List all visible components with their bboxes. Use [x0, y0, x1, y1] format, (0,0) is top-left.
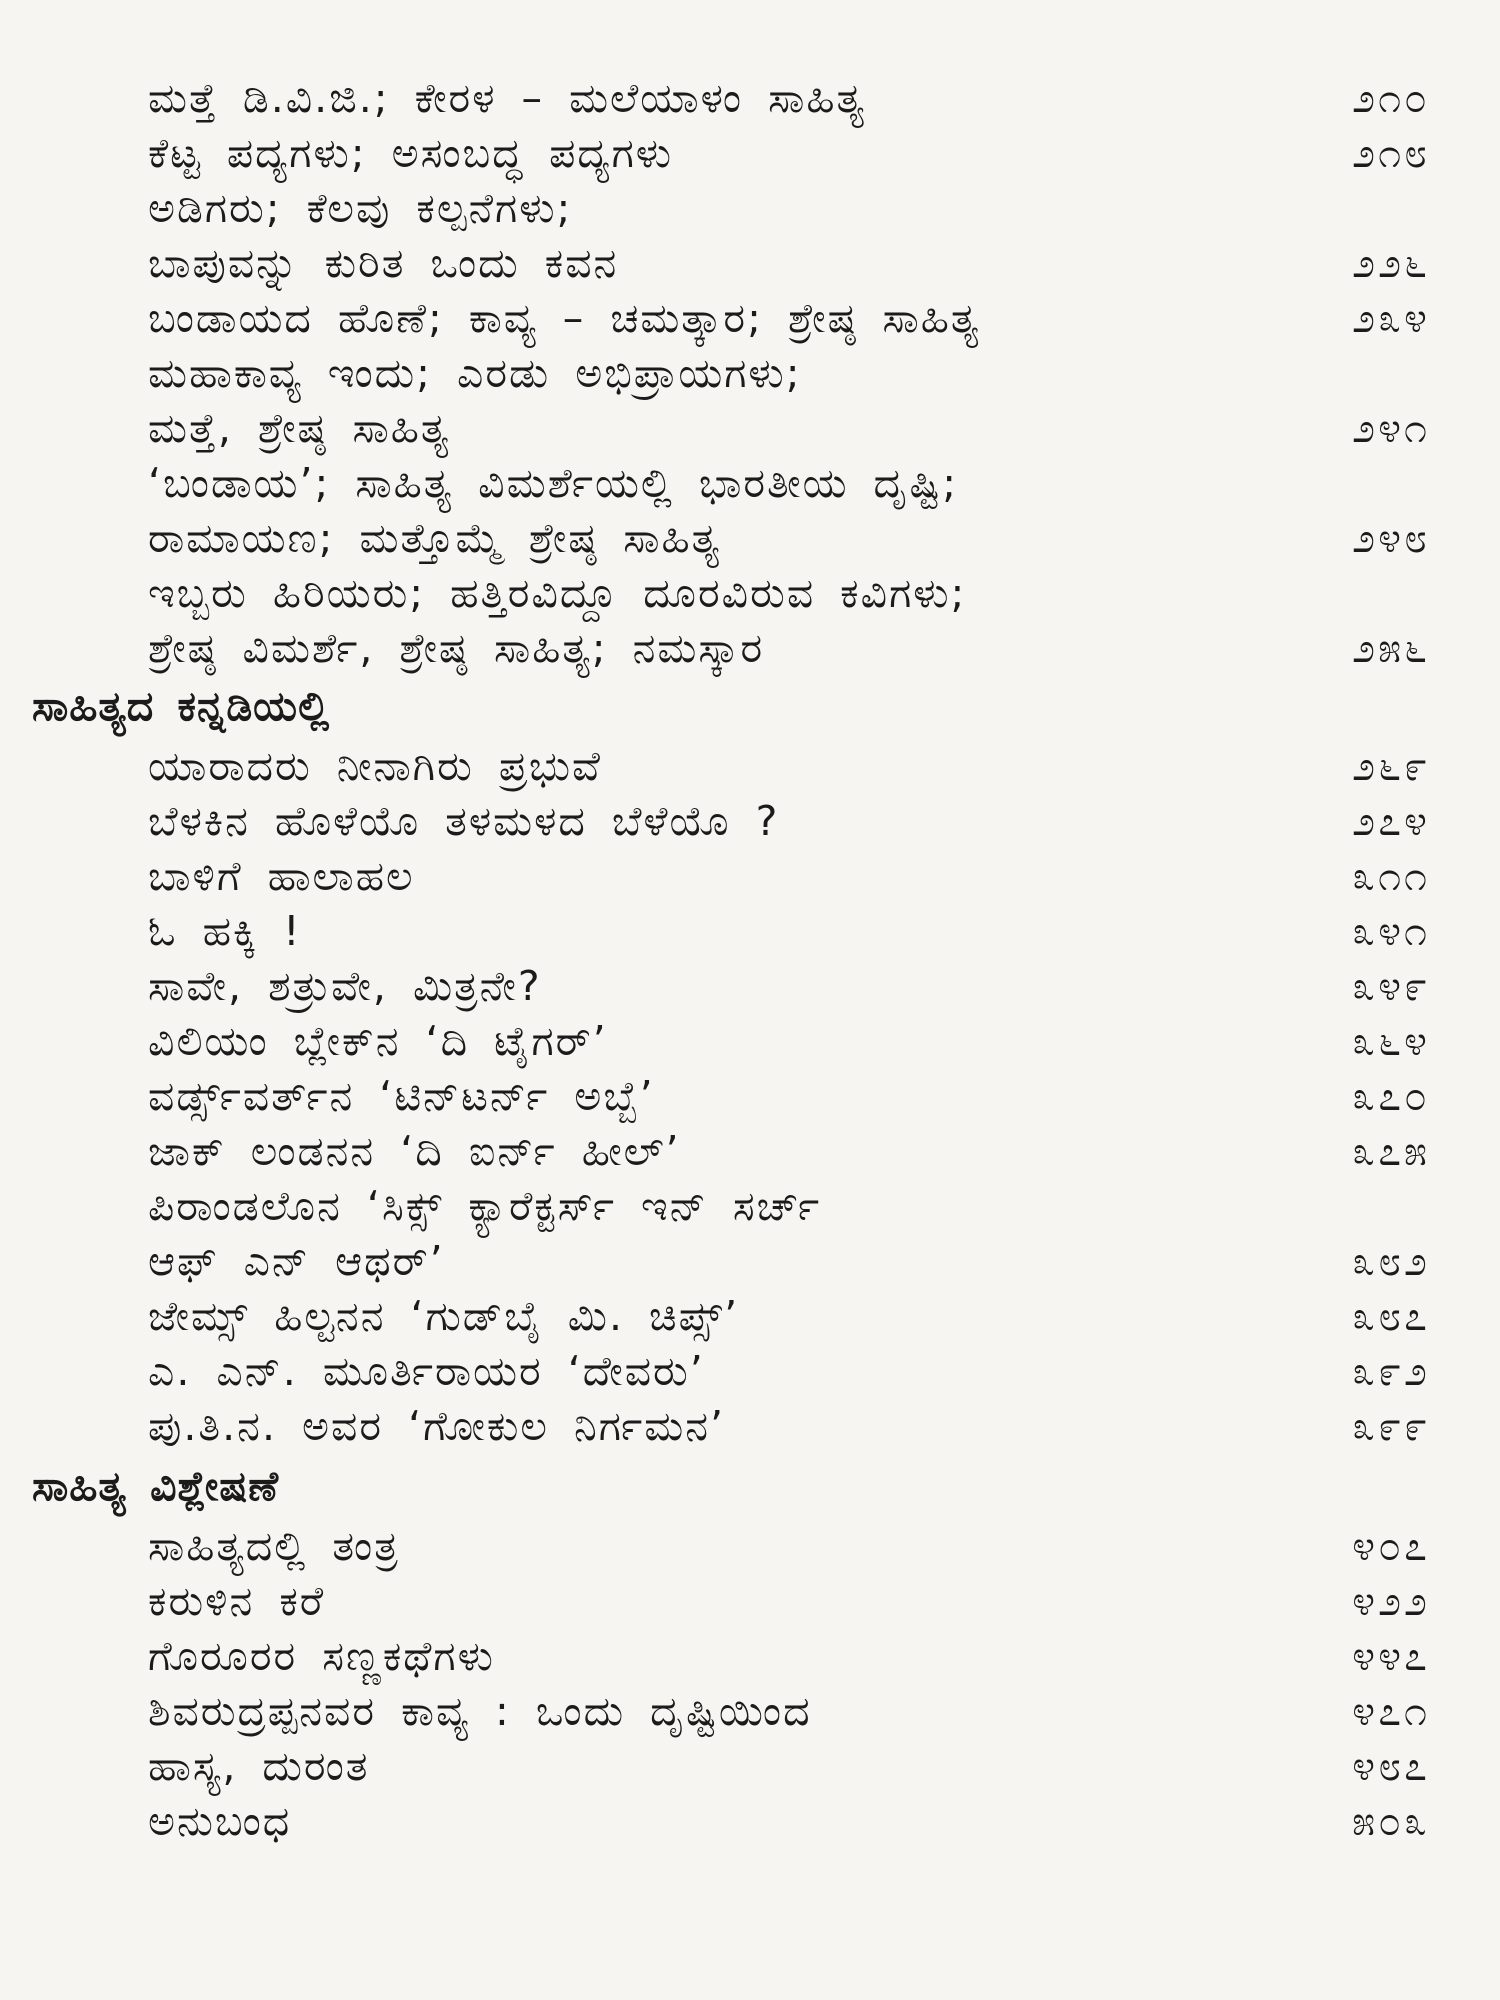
- toc-entry: [0, 290, 1500, 346]
- toc-entry: [0, 1398, 1500, 1454]
- entry-page-number: ೩೪೯: [1352, 962, 1430, 1010]
- entry-page-number: ೩೯೨: [1352, 1347, 1430, 1395]
- entry-page-number: ೨೪೧: [1352, 404, 1430, 452]
- entry-title: ಅಡಿಗರು; ಕೆಲವು ಕಲ್ಪನೆಗಳು;: [148, 184, 573, 232]
- entry-page-number: ೫೦೩: [1352, 1797, 1430, 1845]
- entry-title: ಪಿರಾಂಡಲೊನ ‘ಸಿಕ್ಸ್ ಕ್ಯಾರೆಕ್ಟರ್ಸ್ ಇನ್ ಸರ್ಚ್: [148, 1182, 822, 1230]
- entry-title: ಸಾವೇ, ಶತ್ರುವೇ, ಮಿತ್ರನೇ?: [148, 962, 542, 1010]
- toc-entry: [0, 1683, 1500, 1739]
- entry-page-number: ೨೪೮: [1352, 514, 1430, 562]
- entry-title: ರಾಮಾಯಣ; ಮತ್ತೊಮ್ಮೆ ಶ್ರೇಷ್ಠ ಸಾಹಿತ್ಯ: [148, 514, 722, 562]
- entry-page-number: ೪೭೧: [1352, 1687, 1430, 1735]
- toc-entry: [0, 958, 1500, 1014]
- entry-title: ‘ಬಂಡಾಯ’; ಸಾಹಿತ್ಯ ವಿಮರ್ಶೆಯಲ್ಲಿ ಭಾರತೀಯ ದೃಷ್ಟಿ;: [148, 459, 959, 507]
- section-heading: ಸಾಹಿತ್ಯದ ಕನ್ನಡಿಯಲ್ಲಿ: [32, 682, 331, 730]
- entry-page-number: ೨೭೪: [1352, 797, 1430, 845]
- entry-page-number: ೩೮೨: [1352, 1237, 1430, 1285]
- entry-title: ಬಾಪುವನ್ನು ಕುರಿತ ಒಂದು ಕವನ: [148, 239, 619, 287]
- entry-title: ಜೇಮ್ಸ್ ಹಿಲ್ಟನನ ‘ಗುಡ್‌ಬೈ ಮಿ. ಚಿಪ್ಸ್’: [148, 1292, 740, 1340]
- toc-entry: [0, 848, 1500, 904]
- entry-title: ಪು.ತಿ.ನ. ಅವರ ‘ಗೋಕುಲ ನಿರ್ಗಮನ’: [148, 1402, 726, 1450]
- entry-page-number: ೪೪೭: [1352, 1632, 1430, 1680]
- entry-page-number: ೩೭೦: [1352, 1072, 1430, 1120]
- entry-page-number: ೩೭೫: [1352, 1127, 1430, 1175]
- entry-title: ಬೆಳಕಿನ ಹೊಳೆಯೊ ತಳಮಳದ ಬೆಳೆಯೊ ?: [148, 797, 780, 845]
- entry-title: ಬಂಡಾಯದ ಹೊಣೆ; ಕಾವ್ಯ – ಚಮತ್ಕಾರ; ಶ್ರೇಷ್ಠ ಸಾಹಿತ್ಯ: [148, 294, 981, 342]
- toc-entry: [0, 1013, 1500, 1069]
- entry-page-number: ೨೩೪: [1352, 294, 1430, 342]
- toc-entry: [0, 1123, 1500, 1179]
- entry-title: ಕರುಳಿನ ಕರೆ: [148, 1577, 326, 1625]
- entry-page-number: ೨೫೬: [1352, 624, 1430, 672]
- toc-entry: [0, 1178, 1500, 1234]
- entry-title: ಮಹಾಕಾವ್ಯ ಇಂದು; ಎರಡು ಅಭಿಪ್ರಾಯಗಳು;: [148, 349, 802, 397]
- entry-title: ಓ ಹಕ್ಕಿ !: [148, 907, 302, 955]
- toc-entry: [0, 510, 1500, 566]
- toc-entry: [0, 400, 1500, 456]
- toc-entry: [0, 235, 1500, 291]
- entry-title: ಜಾಕ್ ಲಂಡನನ ‘ದಿ ಐರ್ನ್ ಹೀಲ್’: [148, 1127, 681, 1175]
- entry-page-number: ೪೮೭: [1352, 1742, 1430, 1790]
- toc-entry: [0, 1518, 1500, 1574]
- entry-page-number: ೩೬೪: [1352, 1017, 1430, 1065]
- entry-title: ಶ್ರೇಷ್ಠ ವಿಮರ್ಶೆ, ಶ್ರೇಷ್ಠ ಸಾಹಿತ್ಯ; ನಮಸ್ಕಾರ: [148, 624, 765, 672]
- entry-title: ಆಫ್ ಎನ್ ಆಥರ್’: [148, 1237, 445, 1285]
- toc-entry: [0, 1793, 1500, 1849]
- entry-title: ಮತ್ತೆ, ಶ್ರೇಷ್ಠ ಸಾಹಿತ್ಯ: [148, 404, 451, 452]
- entry-page-number: ೩೧೧: [1352, 852, 1430, 900]
- entry-page-number: ೩೮೭: [1352, 1292, 1430, 1340]
- toc-entry: [0, 70, 1500, 126]
- entry-page-number: ೪೨೨: [1352, 1577, 1430, 1625]
- entry-title: ಮತ್ತೆ ಡಿ.ವಿ.ಜಿ.; ಕೇರಳ – ಮಲೆಯಾಳಂ ಸಾಹಿತ್ಯ: [148, 74, 866, 122]
- entry-title: ಇಬ್ಬರು ಹಿರಿಯರು; ಹತ್ತಿರವಿದ್ದೂ ದೂರವಿರುವ ಕವಿಗಳು;: [148, 569, 967, 617]
- entry-page-number: ೪೦೭: [1352, 1522, 1430, 1570]
- toc-entry: [0, 1628, 1500, 1684]
- entry-title: ಶಿವರುದ್ರಪ್ಪನವರ ಕಾವ್ಯ : ಒಂದು ದೃಷ್ಟಿಯಿಂದ: [148, 1687, 812, 1735]
- entry-title: ಬಾಳಿಗೆ ಹಾಲಾಹಲ: [148, 852, 415, 900]
- section-heading: ಸಾಹಿತ್ಯ ವಿಶ್ಲೇಷಣೆ: [32, 1462, 280, 1510]
- entry-title: ಯಾರಾದರು ನೀನಾಗಿರು ಪ್ರಭುವೆ: [148, 742, 602, 790]
- toc-entry: [0, 793, 1500, 849]
- entry-page-number: ೨೬೯: [1352, 742, 1430, 790]
- entry-title: ವಿಲಿಯಂ ಬ್ಲೇಕ್‌ನ ‘ದಿ ಟೈಗರ್’: [148, 1017, 608, 1065]
- entry-page-number: ೩೪೧: [1352, 907, 1430, 955]
- entry-title: ಹಾಸ್ಯ, ದುರಂತ: [148, 1742, 370, 1790]
- entry-title: ಕೆಟ್ಟ ಪದ್ಯಗಳು; ಅಸಂಬದ್ಧ ಪದ್ಯಗಳು: [148, 129, 674, 177]
- toc-entry: [0, 1573, 1500, 1629]
- toc-entry: [0, 1738, 1500, 1794]
- entry-page-number: ೨೧೦: [1352, 74, 1430, 122]
- entry-title: ಎ. ಎನ್. ಮೂರ್ತಿರಾಯರ ‘ದೇವರು’: [148, 1347, 705, 1395]
- toc-entry: [0, 180, 1500, 236]
- toc-entry: [0, 903, 1500, 959]
- toc-entry: [0, 125, 1500, 181]
- toc-entry: [0, 345, 1500, 401]
- toc-entry: [0, 738, 1500, 794]
- toc-entry: [0, 1288, 1500, 1344]
- toc-entry: [0, 620, 1500, 676]
- toc-entry: [0, 1233, 1500, 1289]
- toc-entry: [0, 1068, 1500, 1124]
- entry-title: ಅನುಬಂಧ: [148, 1797, 292, 1845]
- entry-page-number: ೨೨೬: [1352, 239, 1430, 287]
- entry-title: ವರ್ಡ್ಸ್‌ವರ್ತ್‌ನ ‘ಟಿನ್‌ಟರ್ನ್ ಅಬ್ಬೆ’: [148, 1072, 655, 1120]
- toc-entry: [0, 565, 1500, 621]
- entry-page-number: ೨೧೮: [1352, 129, 1430, 177]
- entry-title: ಸಾಹಿತ್ಯದಲ್ಲಿ ತಂತ್ರ: [148, 1522, 400, 1570]
- toc-entry: [0, 455, 1500, 511]
- entry-title: ಗೊರೂರರ ಸಣ್ಣಕಥೆಗಳು: [148, 1632, 495, 1680]
- entry-page-number: ೩೯೯: [1352, 1402, 1430, 1450]
- toc-entry: [0, 1343, 1500, 1399]
